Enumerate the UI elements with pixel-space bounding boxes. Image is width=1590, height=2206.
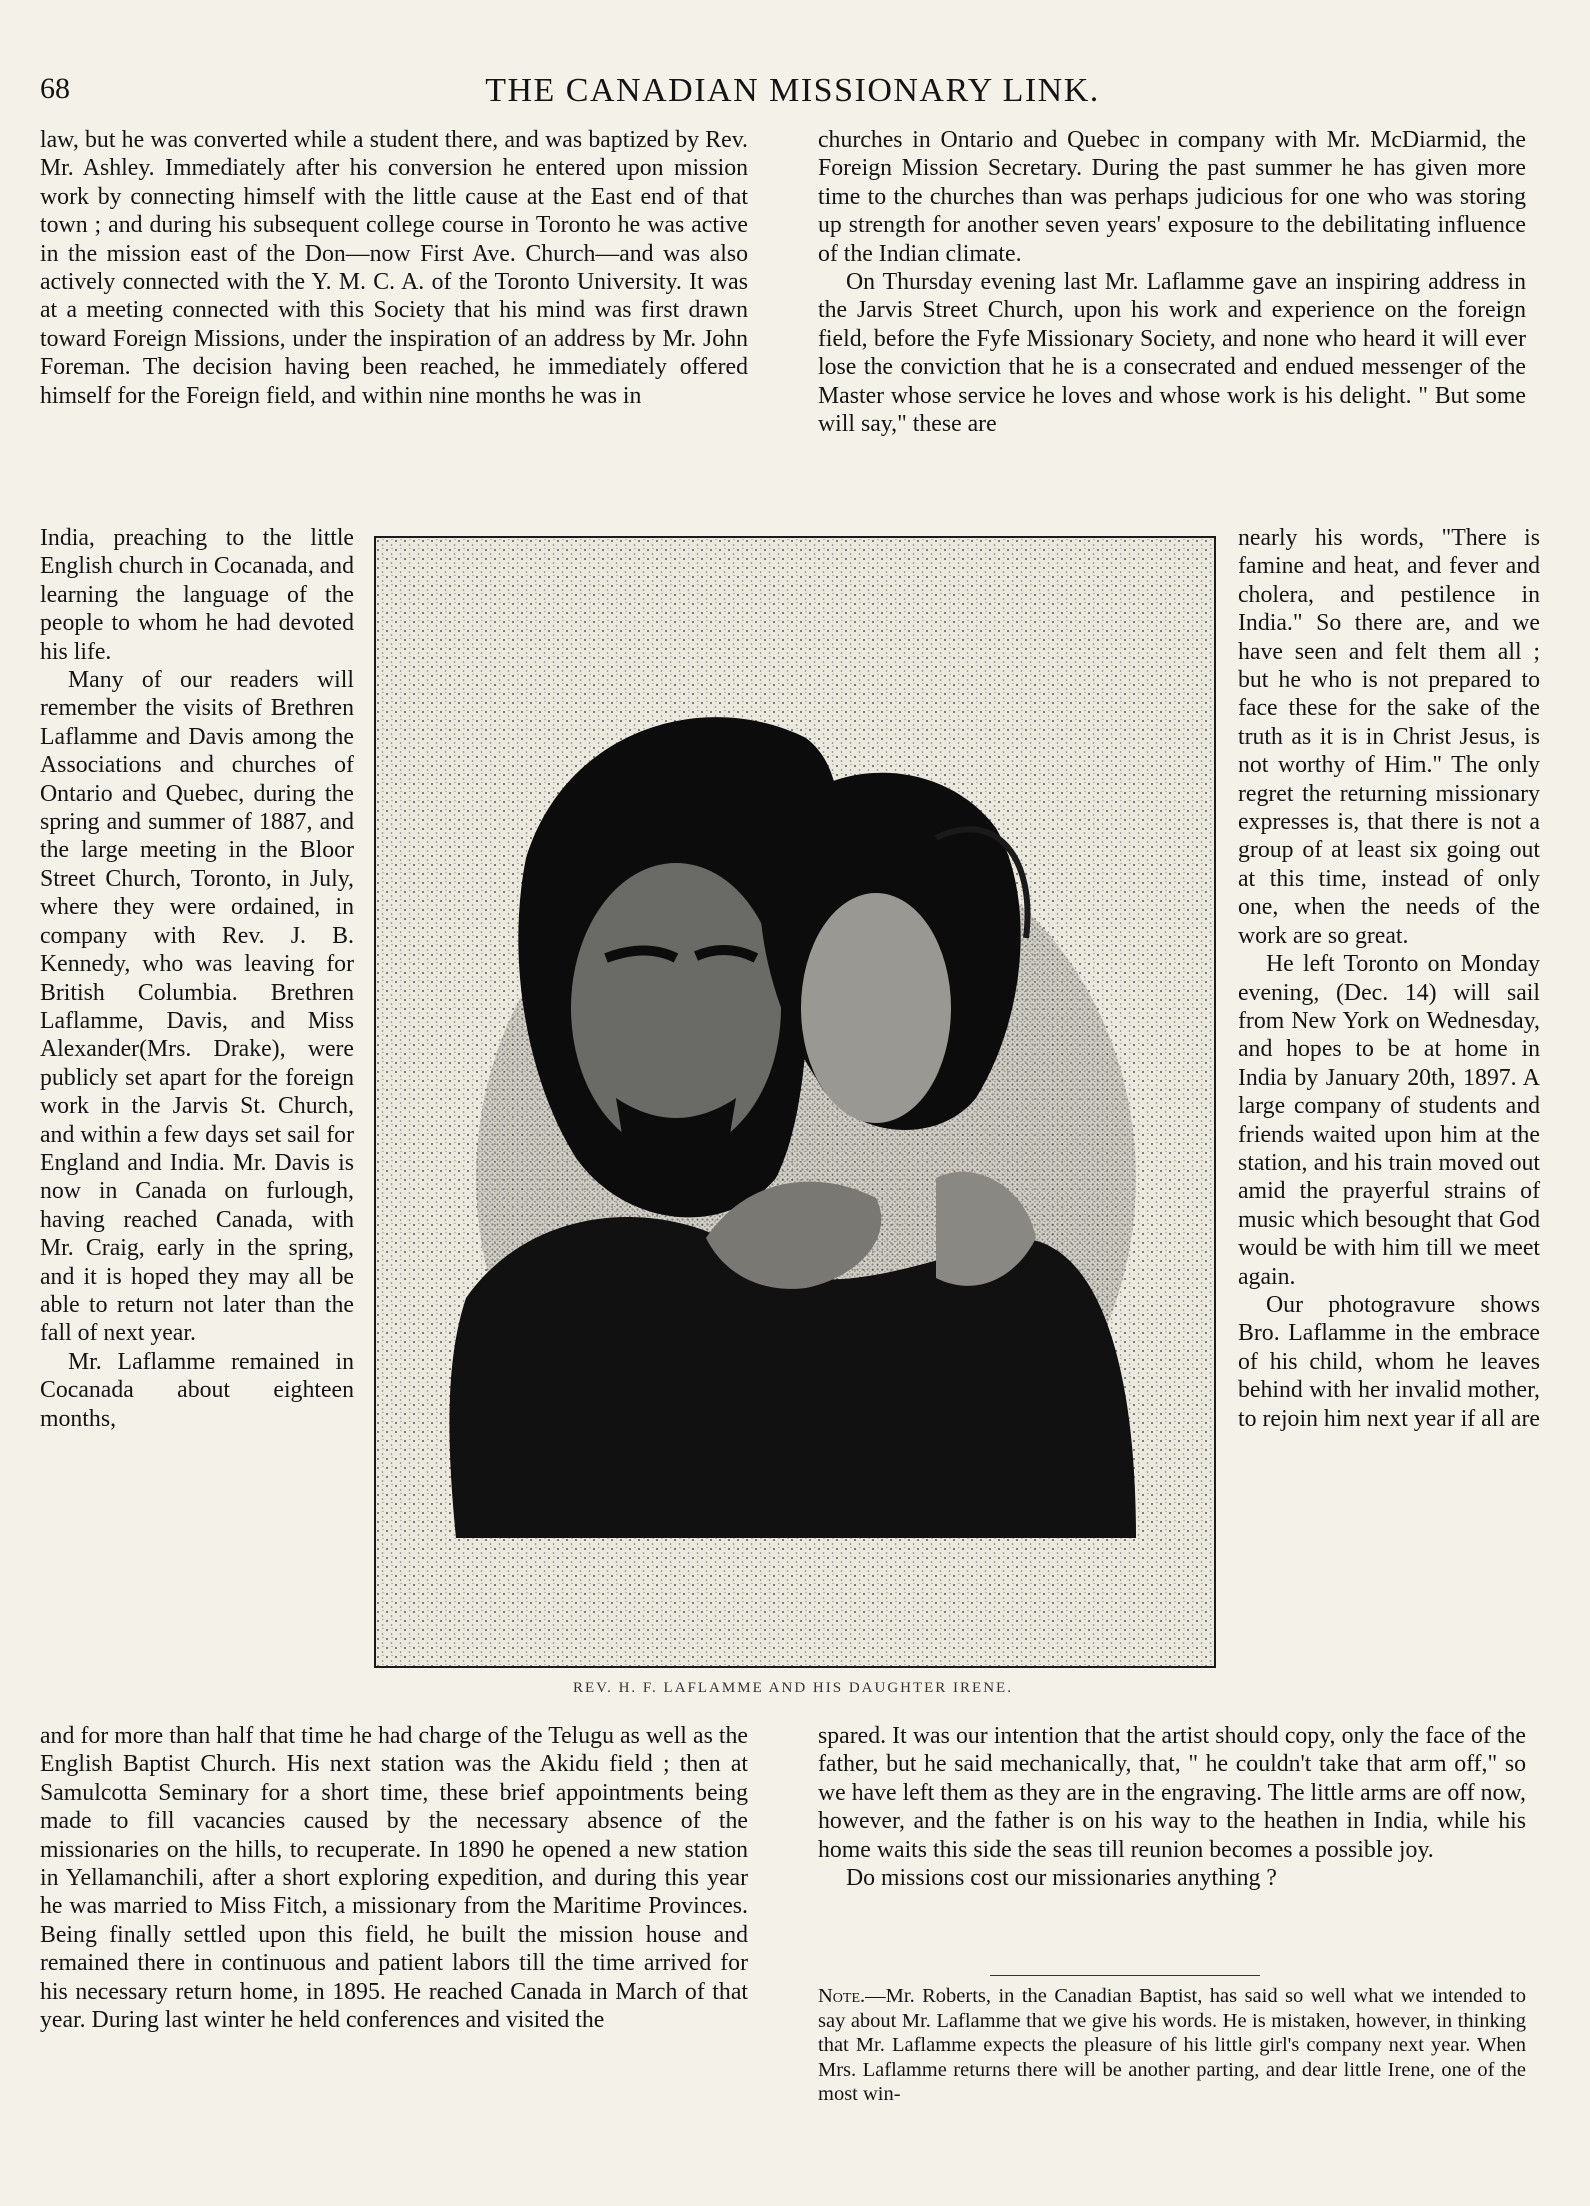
paragraph: On Thursday evening last Mr. Laflamme gave an inspiring address in the Jarvis Street Church, upon his work and experience on the foreign field, before the Fyfe Missionary Society, and none who heard it will ever lose the conviction that he is a consecrated and endued messenger of the Master whose service he loves and whose work is his delight. " But some will say," these are [818,269,1526,438]
paragraph: He left Toronto on Monday evening, (Dec. 14) will sail from New York on Wednesday, and hopes to be at home in India by January 20th, 1897. A large company of students and friends waited upon him at the station, and his train moved out amid the prayerful strains of music which besought that God would be with him till we meet again. [1238,951,1540,1290]
portrait-engraving [376,538,1214,1666]
paragraph: Mr. Laflamme remained in Cocanada about eighteen months, [40,1348,354,1432]
note-text: —Mr. Roberts, in the Canadian Baptist, has said so well what we intended to say about Mr. Laflamme that we give his words. He is mistaken, however, in thinking that Mr. Laflamme expects the pleasure of his little girl's company next year. When Mrs. Laflamme returns there will be another parting, and dear little Irene, one of the most win- [818,1985,1526,2105]
left-column-top [40,126,748,410]
paragraph: Many of our readers will remember the visits of Brethren Laflamme and Davis among the Associations and churches of Ontario and Quebec, during the spring and summer of 1887, and the large meeting in the Bloor Street Church, Toronto, in July, where they were ordained, in company with Rev. J. B. Kennedy, who was leaving for British Columbia. Brethren Laflamme, Davis, and Miss Alexander(Mrs. Drake), were publicly set apart for the foreign work in the Jarvis St. Church, and within a few days set sail for England and India. Mr. Davis is now in Canada on furlough, having reached Canada, with Mr. Craig, early in the spring, and it is hoped they may all be able to return not later than the fall of next year. [40,667,354,1347]
right-column-narrow [1238,524,1540,1433]
paragraph: Do missions cost our missionaries anything ? [846,1865,1277,1892]
paragraph: nearly his words, "There is famine and heat, and fever and cholera, and pestilence in India." So there are, and we have seen and felt them all ; but he who is not prepared to face these for the sake of the truth as it is in Christ Jesus, is not worthy of Him." The only regret the returning missionary expresses is, that there is not a group of at least six going out at this time, instead of only one, when the needs of the work are so great. [1238,525,1540,949]
right-column-top [818,126,1526,438]
journal-title: THE CANADIAN MISSIONARY LINK. [485,72,1100,109]
figure-caption: REV. H. F. LAFLAMME AND HIS DAUGHTER IRENE. [573,1680,1013,1696]
paragraph: and for more than half that time he had charge of the Telugu as well as the English Baptist Church. His next station was the Akidu field ; then at Samulcotta Seminary for a short time, these brief appointments being made to fill vacancies caused by the necessary absence of the missionaries on the hills, to recuperate. In 1890 he opened a new station in Yellamanchili, after a short exploring expedition, and during this year he was married to Miss Fitch, a missionary from the Maritime Provinces. Being finally settled upon this field, he built the mission house and remained there in continuous and patient labors till the time arrived for his necessary return home, in 1895. He reached Canada in March of that year. During last winter he held conferences and visited the [40,1723,748,2034]
note-rule [990,1975,1260,1976]
editor-note [818,1984,1526,2107]
paragraph: churches in Ontario and Quebec in company with Mr. McDiarmid, the Foreign Mission Secretary. During the past summer he has given more time to the churches than was perhaps judicious for one who was storing up strength for another seven years' exposure to the debilitating influence of the Indian climate. [818,127,1526,267]
paragraph: Our photogravure shows Bro. Laflamme in the embrace of his child, whom he leaves behind with her invalid mother, to rejoin him next year if all are [1238,1291,1540,1432]
left-column-bottom [40,1722,748,2034]
paragraph: law, but he was converted while a student there, and was baptized by Rev. Mr. Ashley. Immediately after his conversion he entered upon mission work by connecting himself with the little cause at the East end of that town ; and during his subsequent college course in Toronto he was active in the mission east of the Don—now First Ave. Church—and was also actively connected with the Y. M. C. A. of the Toronto University. It was at a meeting connected with this Society that his mind was first drawn toward Foreign Missions, under the inspiration of an address by Mr. John Foreman. The decision having been reached, he immediately offered himself for the Foreign field, and within nine months he was in [40,127,748,409]
page-header [40,72,1545,122]
left-column-narrow [40,524,354,1433]
paragraph: spared. It was our intention that the artist should copy, only the face of the father, but he said mechanically, that, " he couldn't take that arm off," so we have left them as they are in the engraving. The little arms are off now, however, and the father is on his way to the heathen in India, while his home waits this side the seas till reunion becomes a possible joy. [818,1723,1526,1863]
page-number: 68 [40,72,70,105]
right-column-bottom [818,1722,1526,1892]
note-label: Note. [818,1985,866,2007]
photogravure-figure [374,536,1216,1668]
paragraph: India, preaching to the little English church in Cocanada, and learning the language of the people to whom he had devoted his life. [40,525,354,665]
